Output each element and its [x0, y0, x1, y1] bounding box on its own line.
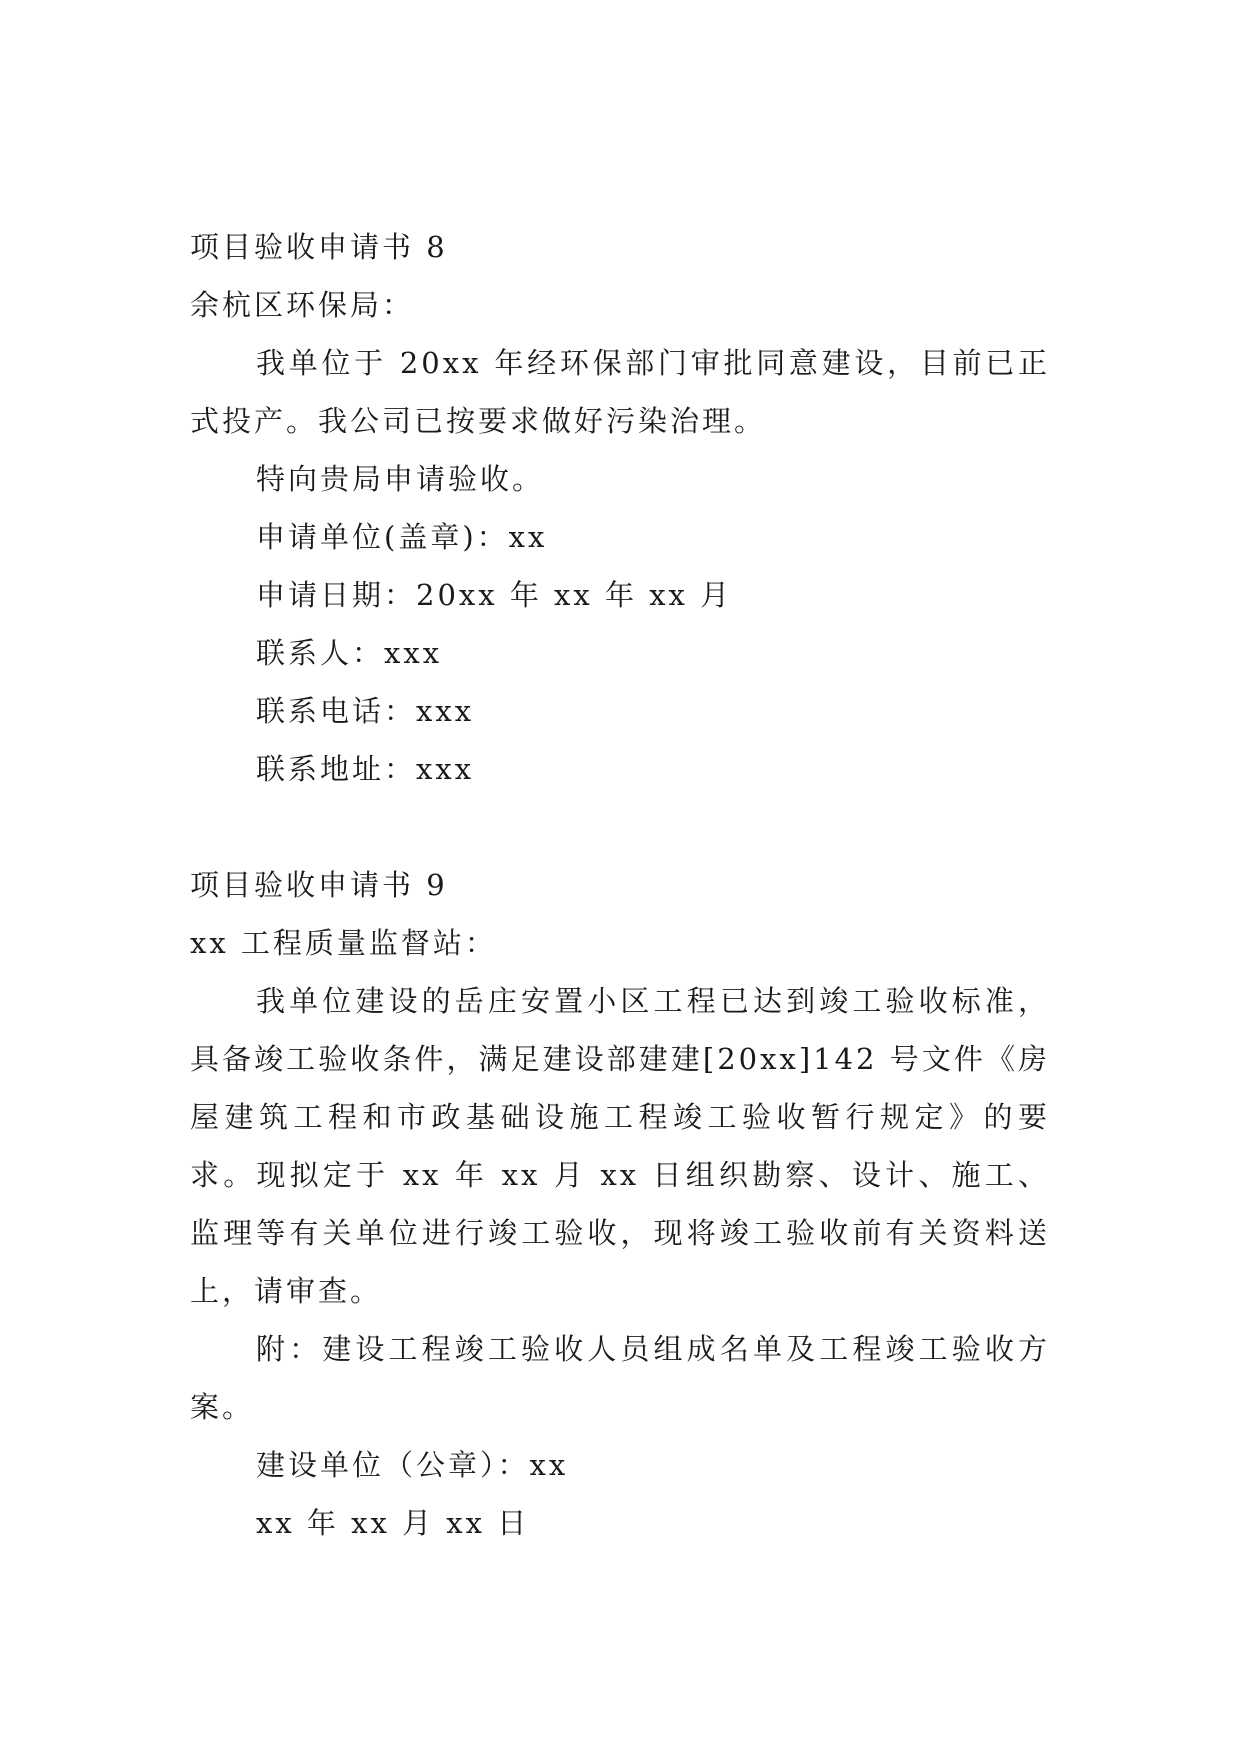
section9-title: 项目验收申请书 9	[190, 868, 448, 902]
section8-body: 我单位于 20xx 年经环保部门审批同意建设，目前已正式投产。我公司已按要求做好污染治理。	[190, 346, 1050, 438]
section8-request: 特向贵局申请验收。	[256, 462, 545, 496]
section9-body: 我单位建设的岳庄安置小区工程已达到竣工验收标准，具备竣工验收条件，满足建设部建建[20xx]142 号文件《房屋建筑工程和市政基础设施工程竣工验收暂行规定》的要求。现拟定于 xx 年 xx 月 xx 日组织勘察、设计、施工、监理等有关单位进行竣工验收，现将竣工验收前有关资料送上，请审查。	[190, 984, 1050, 1308]
section-gap	[190, 798, 1050, 856]
section8-title: 项目验收申请书 8	[190, 230, 448, 264]
section9-builder: 建设单位（公章）：xx	[256, 1448, 569, 1482]
section9-addressee: xx 工程质量监督站：	[190, 926, 497, 960]
section8-phone: 联系电话：xxx	[256, 694, 475, 728]
section8-applicant: 申请单位(盖章)：xx	[256, 520, 548, 554]
section8-contact: 联系人：xxx	[256, 636, 443, 670]
section8-date: 申请日期：20xx 年 xx 年 xx 月	[256, 578, 733, 612]
section8-addressee: 余杭区环保局：	[190, 288, 415, 322]
section9-attachment: 附：建设工程竣工验收人员组成名单及工程竣工验收方案。	[190, 1332, 1050, 1424]
document-content	[190, 218, 1050, 1552]
section8-address: 联系地址：xxx	[256, 752, 475, 786]
section9-date: xx 年 xx 月 xx 日	[256, 1506, 530, 1540]
